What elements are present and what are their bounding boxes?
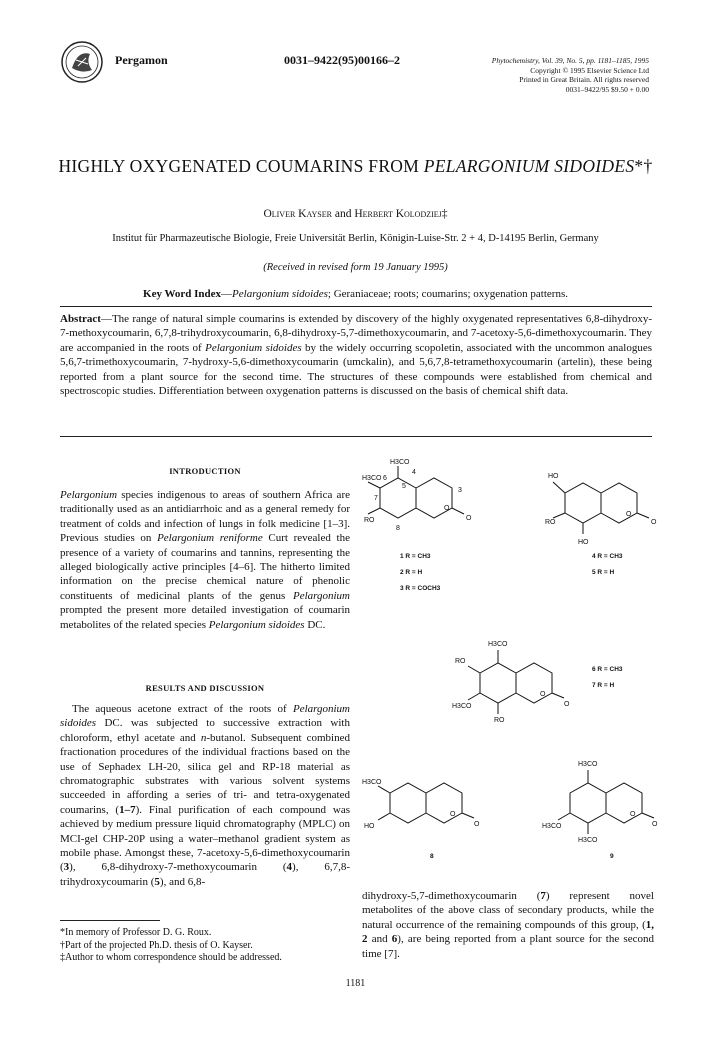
abstract: Abstract—The range of natural simple coumarins is extended by discovery of the highly oxygenated representatives 6,8-dihydroxy-7-methoxycoumarin, 6,7,8-trihydroxycoumarin, 6,8-dihydroxy-5,7-dimethoxycoumarin, and 7-acetoxy-5,6-dimethoxycoumarin. They are accompanied in the roots of Pelargonium sidoides by the widely occurring scopoletin, associated with the uncommon analogues 5,6,7-trimethoxycoumarin, 7-hydroxy-5,6-dimethoxycoumarin (umckalin), and 5,6,7,8-tetramethoxycoumarin (artelin), these being reported from a plant source for the second time. The structures of these compounds were established from chemical and spectroscopic studies. Differentiation between oxygenation patterns is discussed on the basis of chemical shift data. [60,313,652,398]
svg-text:H3CO: H3CO [578,837,598,844]
svg-text:O: O [626,511,632,518]
results-text: The aqueous acetone extract of the roots of Pelargonium sidoides DC. was subjected to successive extraction with chloroform, ethyl acetate and n-butanol. Subsequent combined fractionation procedures of the individual fractions based on the use of Sephadex LH-20, silica gel and RP-18 material as chromatographic substrates with various solvent systems succeeded in affording a series of tri- and tetra-oxygenated coumarins, (1–7). Final purification of each compound was achieved by medium pressure liquid chromatography (MPLC) on MCI-gel CHP-20P using a water–methanol gradient system as mobile phase. Amongst these, 7-acetoxy-5,6-dimethoxycoumarin (3), 6,8-dihydroxy-7-methoxycoumarin (4), 6,7,8-trihydroxycoumarin (5), and 6,8- [60,703,351,888]
received-date: (Received in revised form 19 January 1995) [263,262,448,273]
svg-text:5 R = H: 5 R = H [592,569,615,576]
article-code: 0031–9422(95)00166–2 [284,53,400,67]
benzene-ring [565,483,601,523]
section-heading-results: RESULTS AND DISCUSSION [145,683,265,693]
svg-text:O: O [450,811,456,818]
svg-text:O: O [466,515,472,522]
pyrone-ring [601,483,637,523]
svg-text:H3CO: H3CO [452,703,472,710]
paper-title: HIGHLY OXYGENATED COUMARINS FROM PELARGONIUM SIDOIDES*† [58,156,653,176]
divider [60,436,652,437]
svg-text:O: O [564,701,570,708]
section-heading-introduction: INTRODUCTION [169,466,241,476]
introduction-text: Pelargonium species indigenous to areas of southern Africa are traditionally used as an antidiarrhoic and as a general remedy for treatment of colds and infection of lungs in folk medicine [1–3]. Previous studies on Pelargonium reniforme Curt revealed the presence of a variety of coumarins and tannins, representing the alleged biologically active principles [4–6]. The hitherto limited information on the precise chemical nature of phenolic constituents of medicinal plants of the genus Pelargonium prompted the present more detailed investigation of coumarin metabolites of the related species Pelargonium sidoides DC. [60,489,350,631]
publisher-name: Pergamon [115,53,168,67]
copyright: Copyright © 1995 Elsevier Science Ltd [530,65,649,75]
svg-text:H3CO: H3CO [578,761,598,768]
svg-text:5: 5 [402,483,406,490]
publisher-logo [60,40,104,84]
svg-text:O: O [652,821,658,828]
footnotes: *In memory of Professor D. G. Roux. †Part of the projected Ph.D. thesis of O. Kayser. ‡Author to whom correspondence should be addressed. [60,927,282,964]
svg-text:RO: RO [364,517,375,524]
svg-text:1 R = CH3: 1 R = CH3 [400,553,431,560]
svg-text:8: 8 [396,525,400,532]
keywords: Key Word Index—Pelargonium sidoides; Geraniaceae; roots; coumarins; oxygenation patterns. [143,288,568,300]
pyrone-ring [516,663,552,703]
divider [60,306,652,307]
benzene-ring [480,663,516,703]
svg-text:H3CO: H3CO [362,779,382,786]
institution: Institut für Pharmazeutische Biologie, Freie Universität Berlin, Königin-Luise-Str. 2 + 4, D-14195 Berlin, Germany [112,233,599,244]
svg-text:6: 6 [383,475,387,482]
benzene-ring [380,478,416,518]
price: 0031–9422/95 $9.50 + 0.00 [565,84,649,94]
svg-text:7 R = H: 7 R = H [592,682,615,689]
svg-text:HO: HO [578,539,589,546]
svg-text:H3CO: H3CO [362,475,382,482]
svg-text:9: 9 [610,853,614,860]
svg-text:O: O [540,691,546,698]
page-number: 1181 [345,978,366,989]
right-column-text: dihydroxy-5,7-dimethoxycoumarin (7) represent novel metabolites of the above class of secondary products, while the natural occurrence of the remaining compounds of this group, (1, 2 and 6), are being reported from a plant source for the second time [7]. [362,890,654,960]
printed-note: Printed in Great Britain. All rights reserved [519,75,649,84]
benzene-ring [390,783,426,823]
svg-text:6 R = CH3: 6 R = CH3 [592,666,623,673]
svg-text:HO: HO [364,823,375,830]
svg-text:O: O [474,821,480,828]
svg-text:RO: RO [545,519,556,526]
svg-text:H3CO: H3CO [488,641,508,648]
svg-text:7: 7 [374,495,378,502]
benzene-ring [570,783,606,823]
svg-text:8: 8 [430,853,434,860]
svg-text:O: O [444,505,450,512]
svg-text:HO: HO [548,473,559,480]
svg-text:RO: RO [455,658,466,665]
svg-text:4 R = CH3: 4 R = CH3 [592,553,623,560]
svg-text:2 R = H: 2 R = H [400,569,423,576]
pyrone-ring [606,783,642,823]
footnote-rule [60,920,160,921]
pyrone-ring [426,783,462,823]
svg-text:H3CO: H3CO [390,459,410,466]
journal-citation: Phytochemistry, Vol. 39, No. 5, pp. 1181–1185, 1995 [491,56,649,65]
svg-text:3: 3 [458,487,462,494]
svg-text:O: O [651,519,657,526]
svg-text:O: O [630,811,636,818]
journal-info [492,56,649,94]
svg-text:RO: RO [494,717,505,724]
authors: Oliver Kayser and Herbert Kolodziej‡ [263,208,448,220]
svg-text:4: 4 [412,469,416,476]
svg-text:H3CO: H3CO [542,823,562,830]
svg-text:3 R = COCH3: 3 R = COCH3 [400,585,441,592]
pyrone-ring [416,478,452,518]
structures-figure [360,458,660,878]
